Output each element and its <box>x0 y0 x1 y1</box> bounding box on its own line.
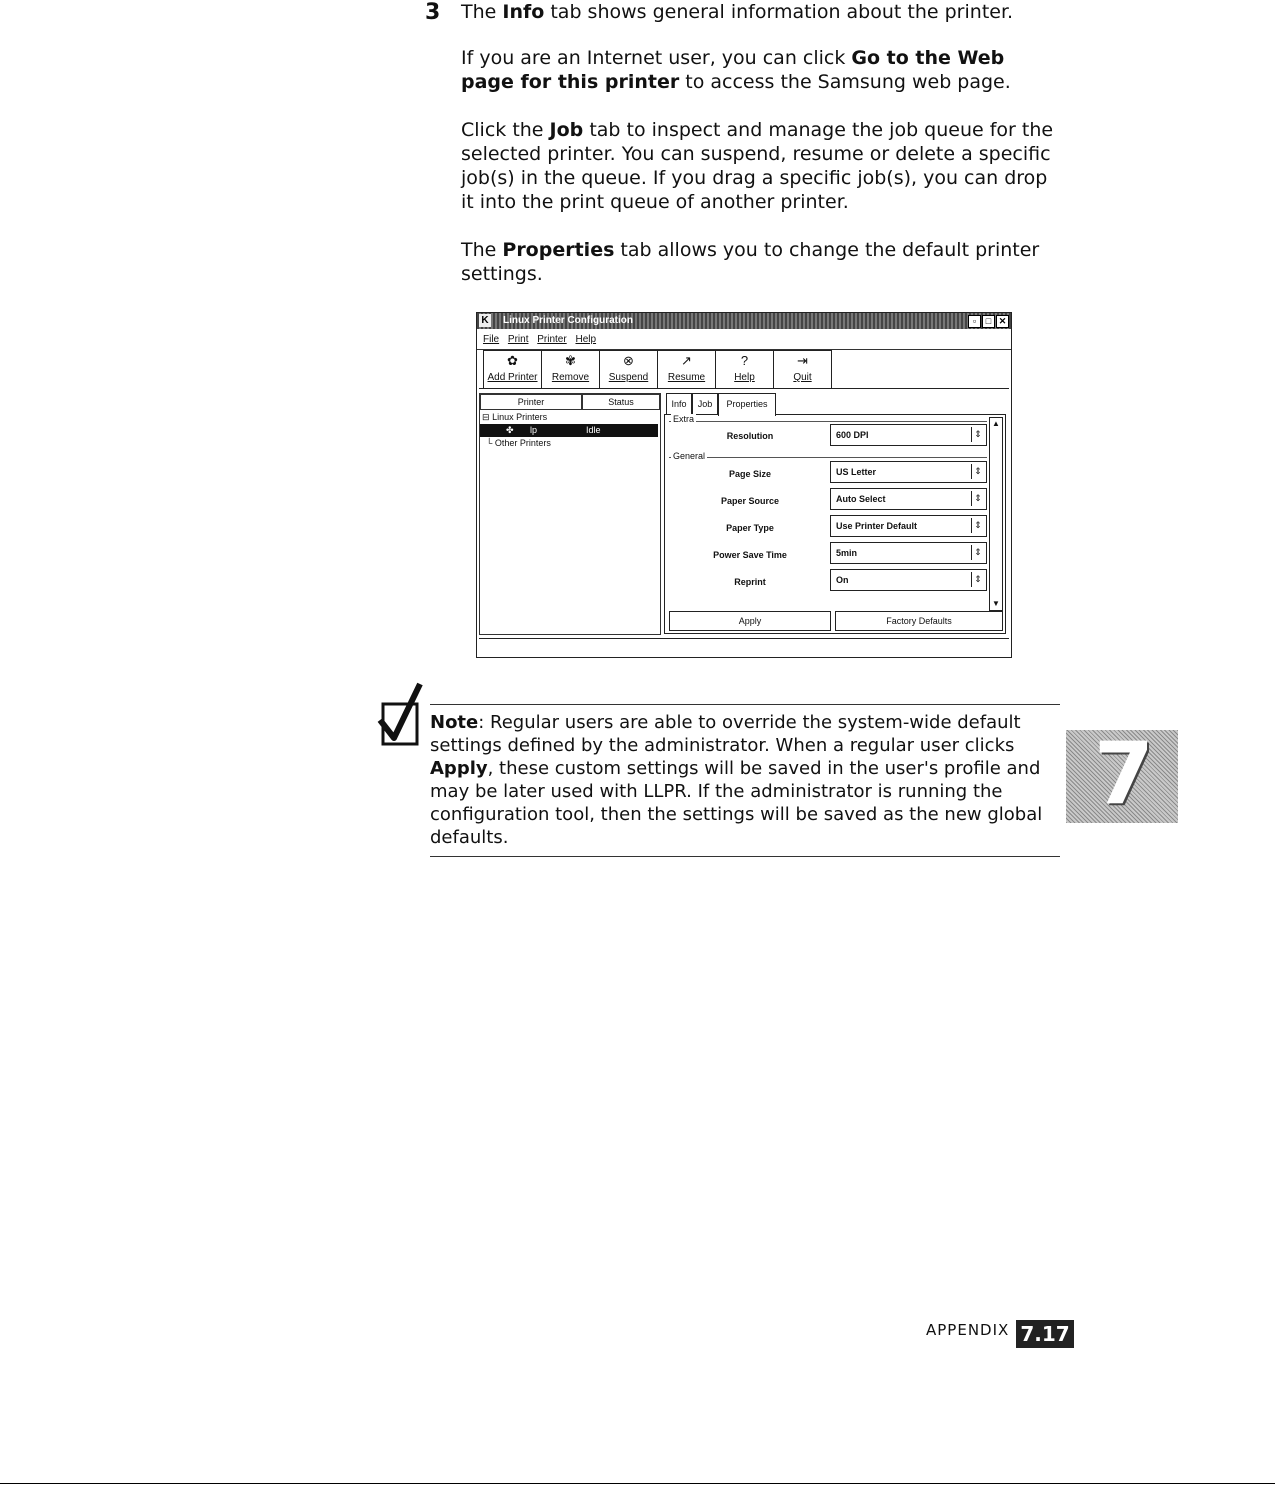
printer-row-lp[interactable] <box>480 424 658 437</box>
footer-section-label: APPENDIX <box>926 1321 1010 1339</box>
tree-expand-icon[interactable]: ⊟ <box>482 412 490 422</box>
group-general <box>669 457 987 458</box>
group-label-general: General <box>673 451 706 461</box>
spin-arrows-icon[interactable]: ⇕ <box>971 572 984 587</box>
paragraph-web-page: If you are an Internet user, you can click Go to the Web page for this printer to access the Samsung web page. <box>461 47 1011 93</box>
setting-label-power-save-time: Power Save Time <box>713 550 787 560</box>
paper-source-select[interactable]: Auto Select ⇕ <box>830 488 987 510</box>
step-number: 3 <box>425 0 441 25</box>
paragraph-properties-tab: The Properties tab allows you to change the default printer settings. <box>461 239 1040 285</box>
remove-button[interactable]: ✾ Remove <box>541 350 600 389</box>
resolution-select[interactable]: 600 DPI ⇕ <box>830 424 987 446</box>
tab-info[interactable]: Info <box>666 393 692 415</box>
factory-defaults-button[interactable]: Factory Defaults <box>835 611 1003 631</box>
window-title: Linux Printer Configuration <box>503 315 633 326</box>
add-printer-icon: ✿ <box>507 353 518 368</box>
chapter-tab <box>1066 724 1178 824</box>
toolbar <box>479 350 1009 389</box>
column-header-status[interactable]: Status <box>582 394 660 410</box>
tree-root[interactable] <box>482 411 547 424</box>
status-bar <box>479 638 1009 653</box>
properties-panel <box>664 414 1006 634</box>
apply-button[interactable]: Apply <box>669 611 831 631</box>
setting-label-paper-type: Paper Type <box>726 523 774 533</box>
setting-label-reprint: Reprint <box>734 577 766 587</box>
maximize-icon[interactable]: □ <box>982 315 995 328</box>
scroll-down-icon[interactable]: ▼ <box>992 599 1000 608</box>
printer-name: lp <box>530 425 538 435</box>
minimize-icon[interactable]: ▫ <box>968 315 981 328</box>
menu-help[interactable]: Help <box>575 334 597 345</box>
printer-list-pane <box>479 393 661 635</box>
menu-printer[interactable]: Printer <box>537 334 567 345</box>
scroll-up-icon[interactable]: ▲ <box>992 419 1000 428</box>
note-label: Note <box>430 712 479 733</box>
tab-job[interactable]: Job <box>692 393 718 415</box>
note-text: Note: Regular users are able to override the system-wide default settings defined by the administrator. When a regular user clicks Apply, these custom settings will be saved in the user's profile and may be later used with LLPR. If the administrator is running the configuration tool, then the settings will be saved as the new global defaults. <box>430 712 1043 848</box>
menu-print[interactable]: Print <box>507 334 529 345</box>
column-header-printer[interactable]: Printer <box>480 394 582 410</box>
paragraph-job-tab: Click the Job tab to inspect and manage the job queue for the selected printer. You can suspend, resume or delete a specific job(s) in the queue. If you drag a specific job(s), you can drop it into the print queue of another printer. <box>461 119 1054 213</box>
spin-arrows-icon[interactable]: ⇕ <box>971 491 984 506</box>
checkmark-note-icon <box>376 680 426 750</box>
properties-scrollbar[interactable] <box>989 417 1003 611</box>
add-printer-button[interactable]: ✿ Add Printer <box>483 350 542 389</box>
spin-arrows-icon[interactable]: ⇕ <box>971 427 984 442</box>
tree-root-label: Linux Printers <box>492 412 548 422</box>
help-icon: ? <box>740 353 749 368</box>
window-titlebar[interactable] <box>477 313 1011 329</box>
close-icon[interactable]: ✕ <box>996 315 1009 328</box>
remove-icon: ✾ <box>565 353 576 368</box>
tree-other-printers[interactable]: └ Other Printers <box>486 438 551 448</box>
suspend-button[interactable]: ⊗ Suspend <box>599 350 658 389</box>
tree-branch-icon: └ <box>486 438 493 448</box>
resume-button[interactable]: ↗ Resume <box>657 350 716 389</box>
resume-icon: ↗ <box>681 353 692 368</box>
page-size-select[interactable]: US Letter ⇕ <box>830 461 987 483</box>
suspend-icon: ⊗ <box>623 353 634 368</box>
printer-config-window <box>476 312 1012 658</box>
chapter-number: 7 <box>1094 724 1154 824</box>
note-top-rule <box>430 704 1060 705</box>
menu-bar <box>477 331 1011 350</box>
spin-arrows-icon[interactable]: ⇕ <box>971 545 984 560</box>
properties-pane <box>664 393 1008 633</box>
help-button[interactable]: ? Help <box>715 350 774 389</box>
quit-icon: ⇥ <box>797 353 808 368</box>
note-bottom-rule <box>430 856 1060 857</box>
page-bottom-rule <box>0 1483 1275 1484</box>
kde-icon[interactable]: K <box>479 314 491 327</box>
quit-button[interactable]: ⇥ Quit <box>773 350 832 389</box>
group-label-extra: Extra <box>673 414 695 424</box>
paper-type-select[interactable]: Use Printer Default ⇕ <box>830 515 987 537</box>
tab-properties[interactable]: Properties <box>718 393 776 416</box>
spin-arrows-icon[interactable]: ⇕ <box>971 464 984 479</box>
power-save-time-select[interactable]: 5min ⇕ <box>830 542 987 564</box>
setting-label-resolution: Resolution <box>726 431 774 441</box>
reprint-select[interactable]: On ⇕ <box>830 569 987 591</box>
paragraph-info-tab: The Info tab shows general information about the printer. <box>461 1 1014 23</box>
menu-file[interactable]: File <box>483 334 500 345</box>
setting-label-paper-source: Paper Source <box>720 496 780 506</box>
spin-arrows-icon[interactable]: ⇕ <box>971 518 984 533</box>
page-number-badge: 7.17 <box>1016 1320 1074 1348</box>
setting-label-page-size: Page Size <box>728 469 772 479</box>
printer-icon: ✤ <box>506 425 514 435</box>
printer-status: Idle <box>586 425 601 435</box>
